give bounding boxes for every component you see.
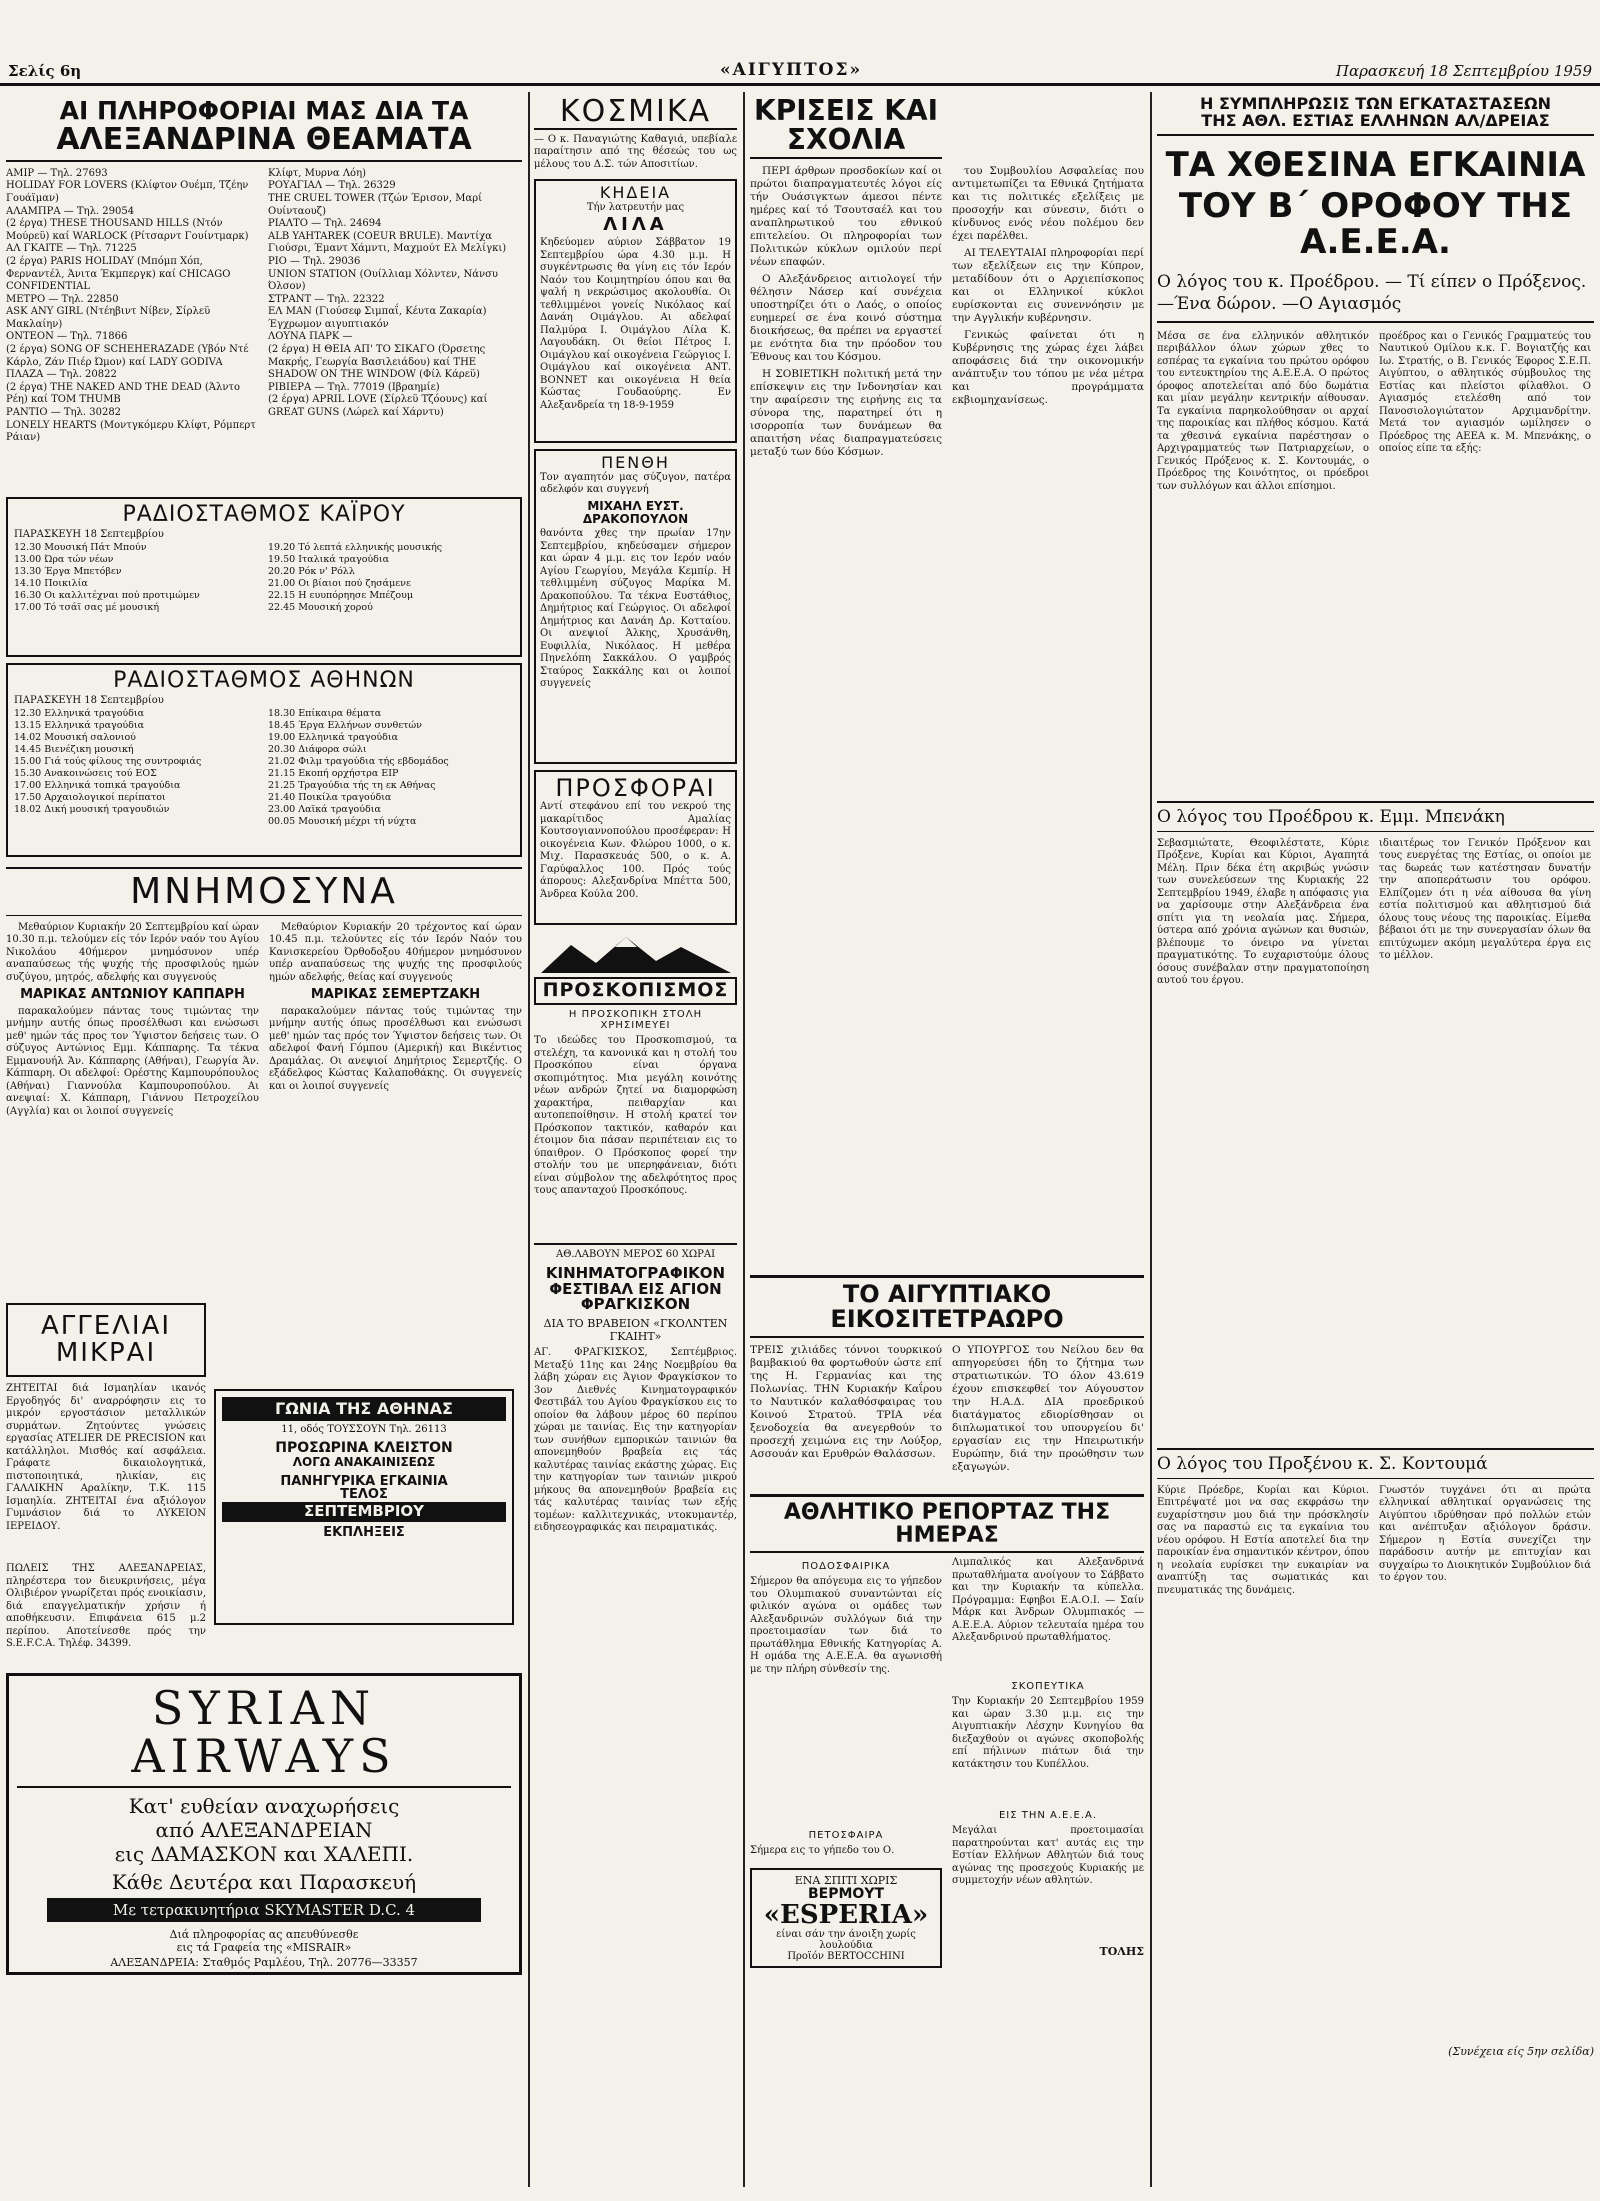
proskopismos-subtitle: Η ΠΡΟΣΚΟΠΙΚΗ ΣΤΟΛΗ ΧΡΗΣΙΜΕΥΕΙ [568, 1009, 703, 1032]
memorial-semertzaki: Μεθαύριον Κυριακήν 20 τρέχοντος καί ώραν 10.45 π.μ. τελούντες είς τόν Ιερόν Ναόν του Κανισκερείου Όρθοδοξου 40ήμερον μνημόσυνον υπέρ αναπαύσεως της ψυχής της προσφιλούς ημών αδελφής, θείας καί συγγενούς ΜΑΡΙΚΑΣ ΣΕΜΕΡΤΖΑΚΗ παρακαλούμεν πάντας τούς τιμώντας την μνήμην αυτής όπως προσέλθωσι και ενώσωσι μεθ' ημών τας πρός τον Ύψιστον δεήσεις των. Οι αδελφοί Φανή Γόμπου (Αμερική) και Βικέντιος Δραμάλας. Οι ανεψιοί Δημήτριος Σεμερτζής. Ο εξάδελφος Κώστας Καλαποθάκης. Οι συγγενείς και οι λοιποί συγγενείς [269, 921, 522, 1092]
consul-speech-text-2: Γνωστόν τυγχάνει ότι αι πρώτα ελληνικαί αθλητικαί οργανώσεις της Αιγύπτου ιδρύθησαν πρό πολλών ετών και ανέπτυξαν αξιόλογον δράσιν. Σήμερον η Εστία συνεχίζει την παράδοσιν αυτήν με επιτυχίαν και συγχαίρω το Διοικητικόν Συμβούλιον διά το έργον του. [1379, 1484, 1591, 1584]
airline-contact: Διά πληροφορίας ας απευθύνεσθε [169, 1928, 359, 1942]
penthi-intro: Τον αγαπητόν μας σύζυγον, πατέρα αδελφόν και συγγενή [540, 471, 731, 496]
column-rule [743, 92, 745, 2187]
gonia-opening: ΠΑΝΗΓΥΡΙΚΑ ΕΓΚΑΙΝΙΑ [280, 1473, 448, 1489]
gonia-closed: ΠΡΟΣΩΡΙΝΑ ΚΛΕΙΣΤΟΝ [275, 1440, 453, 1457]
consul-speech-text: Κύριε Πρόεδρε, Κυρίαι και Κύριοι. Επιτρέψατέ μοι να σας εκφράσω την ευχαρίστησιν μου διά την πρόσκλησίν σας να παραστώ εις τα εγκαίνια του νέου ορόφου. Η Εστία αποτελεί δια την παροικίαν ένα σημαντικόν κέντρον, όπου η νεολαία ευρίσκει την ευκαιρίαν να αναπτύξη τας σωματικάς και πνευματικάς της δυνάμεις. [1157, 1484, 1369, 1596]
classifieds-text-2: ΠΩΛΕΙΣ ΤΗΣ ΑΛΕΞΑΝΔΡΕΙΑΣ, πληρέστερα τον διευκρινήσεις, μέγα Ολιβιέρον γνωρίζεται πρός ενοικίασιν, διά επαγγελματικήν χρήσιν ή αποθήκευσιν. Επιφάνεια 615 μ.2 περίπου. Αποτείνεσθε πρός την S.E.F.C.A. Τηλέφ. 34399. [6, 1563, 206, 1650]
column-rule [528, 92, 530, 2187]
theatres-headline-1: ΑΙ ΠΛΗΡΟΦΟΡΙΑΙ ΜΑΣ ΔΙΑ ΤΑ [59, 96, 469, 125]
column-comments [750, 96, 1144, 2196]
athletic-subheadline: Ο λόγος του κ. Προέδρου. — Τί είπεν ο Πρόξενος.—Ένα δώρον. —Ο Αγιασμός [1157, 271, 1594, 323]
radio-cairo-schedule-right: 19.20 Τό λεπτά ελληνικής μουσικής 19.50 Ιταλικά τραγούδια 20.20 Ρόκ ν' Ρόλλ 21.00 Οι βίαιοι πού ζησάμενε 22.15 Η ευυπόρηησε Μπέζουμ 22.45 Μουσική χορού [268, 541, 443, 613]
issue-date: Παρασκευή 18 Σεπτεμβρίου 1959 [1335, 62, 1592, 80]
airline-line: Κατ' ευθείαν αναχωρήσεις [128, 1794, 400, 1819]
kosmika-title: ΚΟΣΜΙΚΑ [534, 96, 737, 130]
comments-col-b [952, 165, 1144, 1275]
classifieds-title-box [6, 1303, 206, 1378]
sports-text-right: Λιμπαλικός και Αλεξανδρινά πρωταθλήματα ανοίγουν το Σάββατο και την Κυριακήν τα κύπελλα. Πρόγραμμα: Εφηβοι Ε.Α.Ο.Ι. — Σαίν Μάρκ και Άνδρων Ολυμπιακός — Α.Ε.Ε.Α. Αύριον τελευταία ημέρα του Αλεξανδρινού πρωταθλήματος. [952, 1557, 1144, 1644]
esperia-line: Προϊόν BERTOCCHINI [787, 1950, 905, 1962]
comments-title: ΚΡΙΣΕΙΣ ΚΑΙ ΣΧΟΛΙΑ [750, 96, 942, 159]
president-speech-title: Ο λόγος του Προέδρου κ. Εμμ. Μπενάκη [1157, 801, 1594, 832]
football-text: Σήμερον θα απόγευμα εις το γήπεδον του Ολυμπιακού συναντώνται είς φιλικόν αγώνα οι ομάδες των Αλεξανδρινών συλλόγων διά την προετοιμασίαν των διά το πρωτάθλημα Εθνικής Κατηγορίας Α. Η ομάδα της Α.Ε.Ε.Α. θα αγωνισθή με την πλήρη σύνθεσίν της. [750, 1576, 942, 1675]
comments-col-a [750, 165, 942, 1275]
penthi-title: ΠΕΝΘΗ [601, 453, 670, 473]
film-festival-article [534, 1243, 737, 1747]
continued-note: (Συνέχεια είς 5ην σελίδα) [1448, 2044, 1594, 2058]
kosmika-text: — Ο κ. Παναγιώτης Καθαγιά, υπεβίαλε παραίτησιν από της θέσεώς του ως μέλους του Δ.Σ. τών Αποσιτίων. [534, 133, 737, 170]
radio-cairo-day: ΠΑΡΑΣΚΕΥΗ 18 Σεπτεμβρίου [14, 528, 164, 540]
radio-athens-day: ΠΑΡΑΣΚΕΥΗ 18 Σεπτεμβρίου [14, 694, 164, 706]
festival-title: ΚΙΝΗΜΑΤΟΓΡΑΦΙΚΟΝ ΦΕΣΤΙΒΑΛ ΕΙΣ ΑΓΙΟΝ ΦΡΑΓΚΙΣΚΟΝ [545, 1263, 726, 1314]
athletic-kicker-2: ΤΗΣ ΑΘΛ. ΕΣΤΙΑΣ ΕΛΛΗΝΩΝ ΑΛ/ΔΡΕΙΑΣ [1157, 113, 1594, 136]
radio-cairo-box [6, 497, 522, 657]
airline-name: SYRIAN AIRWAYS [131, 1680, 397, 1783]
gonia-renovation: ΛΟΓΩ ΑΝΑΚΑΙΝΙΣΕΩΣ [292, 1455, 436, 1470]
consul-speech-title: Ο λόγος του Προξένου κ. Σ. Κοντουμά [1157, 1448, 1594, 1479]
funeral-notice [534, 179, 737, 443]
scouting-landscape-icon [541, 933, 731, 973]
festival-subtitle: ΔΙΑ ΤΟ ΒΡΑΒΕΙΟΝ «ΓΚΟΛΝΤΕΝ ΓΚΑΙΗΤ» [543, 1317, 728, 1344]
radio-cairo-schedule-left: 12.30 Μουσική Πάτ Μπούν 13.00 Ώρα τών νέων 13.30 Έργα Μπετόβεν 14.10 Ποικιλία 16.30 Οι καλλιτέχναι πού προτιμώμεν 17.00 Τό τσάϊ σας μέ μουσική [14, 541, 200, 613]
page-number: Σελίς 6η [8, 62, 82, 80]
comment-paragraph: του Συμβουλίου Ασφαλείας που αντιμετωπίζει τα Εθνικά ζητήματα και τις πολιτικές εξελίξεις με προσοχήν και σύνεσιν, διότι ο κίνδυνος ενός νέου πολέμου δεν έχει παρέλθει. [952, 164, 1144, 242]
gonia-athinas-ad [214, 1389, 514, 1625]
esperia-line: ΕΝΑ ΣΠΙΤΙ ΧΩΡΙΣ [794, 1873, 898, 1887]
kideia-text: Κηδεύομεν αύριον Σάββατον 19 Σεπτεμβρίου ώρα 4.30 μ.μ. Η συγκέντρωσις θα γίνη εις τόν Ιερόν Ναόν του Κοιμητηρίου όπου και θα ψαλή η νεκρώσιμος ακολουθία. Οι τεθλιμμένοι γονείς Νικόλαος καί Δανάη Οιμάγλου. Αι αδελφαί Παλμύρα Ι. Οιμάγλου Λίλα Κ. Λαγουδάκη. Οι θείοι Πέτρος Ι. Οιμάγλου καί οικογένεια Γεώργιος Ι. Οιμάγλου καί οικογένεια ΑΝΤ. BONNET και οικογένεια Η θεία Κώστας Γουδαούρης. Εν Αλεξανδρεία τη 18-9-1959 [540, 237, 731, 411]
gonia-end: ΤΕΛΟΣ [340, 1487, 388, 1503]
festival-text: ΑΓ. ΦΡΑΓΚΙΣΚΟΣ, Σεπτέμβριος. Μεταξύ 11ης και 24ης Νοεμβρίου θα λάβη χώραν εις Άγιον Φραγκίσκον το 3ον Διεθνές Κινηματογραφικόν Φεστιβάλ του Αγίου Φραγκίσκου εις το οποίον θα λάβουν μέρος 60 περίπου χώραι με ταινίας. Εις την κατηγορίαν των συνήθων εμπορικών ταινιών θα απονεμηθούν βραβεία εις τάς καλυτέρας ταινίας εκάστης χώρας. Εις την κατηγορίαν των ταινιών μικρού μήκους θα απονεμηθούν βραβεία εις τάς καλυτέρας ταινίας των εξής τομέων: καλλιτεχνικάς, ντοκυμαντέρ, ειδησεογραφικάς και πειραματικάς. [534, 1347, 737, 1534]
donations-notice [534, 770, 737, 925]
president-speech-text-2: ιδιαιτέρως τον Γενικόν Πρόξενον και τους ευεργέτας της Εστίας, οι οποίοι με τας δωρεάς των κατέστησαν δυνατήν την αποπεράτωσιν του ορόφου. Ελπίζομεν ότι η νέα αίθουσα θα γίνη εστία πολιτισμού και αθλητισμού διά όλους τους νέους της παροικίας. Είμεθα βέβαιοι ότι με την συνεργασίαν όλων θα επιτύχωμεν ακόμη μεγαλύτερα έργα εις το μέλλον. [1379, 837, 1591, 962]
airline-address: ΑΛΕΞΑΝΔΡΕΙΑ: Σταθμός Ραμλέου, Τηλ. 20776—33357 [110, 1956, 418, 1970]
column-athletic-club [1157, 96, 1594, 2196]
shooting-heading: ΣΚΟΠΕΥΤΙΚΑ [1011, 1681, 1085, 1693]
comment-paragraph: ΑΙ ΤΕΛΕΥΤΑΙΑΙ πληροφορίαι περί των εξελίξεων εις την Κύπρον, μεταδίδουν ότι ο Αρχιεπίσκοπος και οι Ελληνικοί κύκλοι ευρίσκονται εις συνεννόησιν με την Αγγλικήν κυβέρνησιν. [952, 246, 1144, 324]
airline-line: από ΑΛΕΞΑΝΔΡΕΙΑΝ [155, 1818, 373, 1843]
penthi-text: θανόντα χθες την πρωίαν 17ην Σεπτεμβρίου, κηδεύσαμεν σήμερον και ώραν 4 μ.μ. εις τον Ιερόν ναόν Αγίου Γεωργίου, Μεγάλα Κεμπίρ. Η τεθλιμμένη σύζυγος Μαρίκα Μ. Δρακοπούλου. Τα τέκνα Ευστάθιος, Δημήτριος καί Γεώργιος. Οι αδελφοί Δημήτριος και Δανάη Δρ. Κοτταίου. Οι ανεψιοί Άλκης, Χρυσάνθη, Ευφιλλία, Νικόλαος. Η μεθέρα Πηνελόπη Σακκάλου. Ο γαμβρός Σταύρος Σακκάλης και οι λοιποί συγγενείς [540, 528, 731, 690]
esperia-line: ΒΕΡΜΟΥΤ [807, 1885, 884, 1902]
memorial-kappari: Μεθαύριον Κυριακήν 20 Σεπτεμβρίου καί ώραν 10.30 π.μ. τελούμεν είς τόν Ιερόν ναόν του Αγίου Νικολάου 40ήμερον μνημόσυνον υπέρ αναπαύσεως τής ψυχής τής προσφιλούς ημών συζύγου, μητρός, αδελφής και συγγενούς ΜΑΡΙΚΑΣ ΑΝΤΩΝΙΟΥ ΚΑΠΠΑΡΗ παρακαλούμεν πάντας τους τιμώντας την μνήμην αυτής όπως προσέλθωσι και ενώσωσι μεθ' ημών τάς προς τον Ύψιστον δεήσεις των. Ο σύζυγος Αντώνιος Εμμ. Κάππαρης. Τα τέκνα Εμμανουήλ Άν. Κάππαρης (Αθήναι), Γεωργία Άν. Κάππαρη. Οι αδελφοί: Ορέστης Καμπουρόπουλος (Αθήναι) Γιαννούλα Καμπουροπούλου. Αι ανεψιαί: Χ. Κάππαρη, Γιάννου Πετροχείλου (Αγγλία) και οι λοιποί συγγενείς [6, 921, 259, 1117]
prosforai-text: Αντί στεφάνου επί του νεκρού της μακαρίτιδος Αμαλίας Κουτσογιαννοπούλου προσέφεραν: Η οικογένεια Κων. Φλώρου 1000, ο κ. Μιχ. Παρασκευάς 500, ο κ. Α. Γαρύφαλλος 100. Πρός τούς άπορους: Αλεξανδρίνα Μπέττα 500, Άνδρεα Κούλα 200. [540, 801, 731, 900]
gonia-title: ΓΩΝΙΑ ΤΗΣ ΑΘΗΝΑΣ [222, 1397, 506, 1422]
comment-paragraph: ΠΕΡΙ άρθρων προσδοκίων καί οι πρώτοι διαπραγματευτές λόγοι είς τήν Ουάσιγκτων άμεσοι πέντε ημέρες καί τό Τσουτσαέλ και του αναπληρωτικού του εθνικού επιτελείου. Οι πληροφορίαι των Πολιτικών κύκλων ομιλούν περί νέων επαφών. [750, 164, 942, 268]
memorial-name: ΜΑΡΙΚΑΣ ΑΝΤΩΝΙΟΥ ΚΑΠΠΑΡΗ [20, 987, 245, 1003]
esperia-brand: «ESPERIA» [763, 1899, 929, 1930]
gonia-month: ΣΕΠΤΕΜΒΡΙΟΥ [222, 1502, 506, 1522]
column-social [534, 96, 737, 2196]
cinema-list-left: ΑΜΙΡ — Τηλ. 27693 HOLIDAY FOR LOVERS (Κλίφτον Ουέμπ, Τζέην Γουάϊμαν) ΑΛΑΜΠΡΑ — Τηλ. 29054 (2 έργα) THESE THOUSAND HILLS (Ντόν Μούρεϋ) καί WARLOCK (Ρίτσαρντ Γουίντμαρκ) ΑΛ ΓΚΑΙΤΕ — Τηλ. 71225 (2 έργα) PARIS HOLIDAY (Μπόμπ Χόπ, Φερναντέλ, Άνιτα Έκμπεργκ) καί CHICAGO CONFIDENTIAL ΜΕΤΡΟ — Τηλ. 22850 ASK ANY GIRL (Ντέηβιντ Νίβεν, Σίρλεϋ Μακλαίην) ΟΝΤΕΟΝ — Τηλ. 71866 (2 έργα) SONG OF SCHEHERAZADE (Υβόν Ντέ Κάρλο, Ζάν Πιέρ Ώμον) καί LADY GODIVA ΠΛΑΖΑ — Τηλ. 20822 (2 έργα) THE NAKED AND THE DEAD (Άλντο Ρέη) καί TOM THUMB ΡΑΝΤΙΟ — Τηλ. 30282 LONELY HEARTS (Μοντγκόμερυ Κλίφτ, Ρόμπερτ Ράιαν) [6, 167, 256, 444]
kideia-title: ΚΗΔΕΙΑ [599, 183, 672, 202]
comment-paragraph: Ο Αλεξάνδρειος αιτιολογεί τήν θέλησιν Νάσερ καί συνέχεια υποστηρίζει ότι ο Λαός, ο οποίος ευημερεί σε ένα κοινό σύστημα διοικήσεως, θα πρέπει να εργαστεί με ενότητα δια την πρόοδον του Έθνους και του Κόσμου. [750, 272, 942, 363]
comment-paragraph: Γενικώς φαίνεται ότι η Κυβέρνησις της χώρας έχει λάβει αποφάσεις διά την οικονομικήν ανάπτυξιν του τόπου με νέα μέτρα και προγράμματα εκβιομηχανίσεως. [952, 328, 1144, 406]
syrian-airways-ad [6, 1673, 522, 1975]
radio-athens-title: ΡΑΔΙΟΣΤΑΘΜΟΣ ΑΘΗΝΩΝ [113, 667, 415, 693]
scouting-emblem [534, 933, 737, 1005]
radio-cairo-title: ΡΑΔΙΟΣΤΑΘΜΟΣ ΚΑΪΡΟΥ [122, 501, 406, 527]
proskopismos-title: ΠΡΟΣΚΟΠΙΣΜΟΣ [534, 977, 737, 1005]
esperia-line: είναι σάν την άνοιξη χωρίς λουλούδια [776, 1928, 916, 1951]
athletic-headline-2: ΤΟΥ Β΄ ΟΡΟΦΟΥ ΤΗΣ Α.Ε.Ε.Α. [1178, 186, 1573, 262]
radio-athens-schedule-left: 12.30 Ελληνικά τραγούδια 13.15 Ελληνικά τραγούδια 14.02 Μουσική σαλονιού 14.45 Βιενέζικη μουσική 15.00 Γιά τούς φίλους της συντροφιάς 15.30 Ανακοινώσεις τού ΕΟΣ 17.00 Ελληνικά τοπικά τραγούδια 17.50 Αρχαιολογικοί περίπατοι 18.02 Δική μουσική τραγουδιών [14, 707, 202, 815]
volleyball-heading: ΠΕΤΟΣΦΑΙΡΑ [808, 1830, 884, 1842]
prosforai-title: ΠΡΟΣΦΟΡΑΙ [555, 774, 716, 803]
kideia-intro: Τήν λατρευτήν μας [586, 201, 685, 213]
comment-paragraph: Η ΣΟΒΙΕΤΙΚΗ πολιτική μετά την επίσκεψιν εις την Ινδονησίαν και την αφαίρεσιν της ειρήνης εις τα σύνορα της, παρατηρεί ότι η ισορροπία των δυνάμεων θα απαιτήση νέας διαπραγματεύσεις μεταξύ των δύο Κόσμων. [750, 367, 942, 458]
gonia-address: 11, οδός ΤΟΥΣΣΟΥΝ Τηλ. 26113 [281, 1424, 447, 1436]
radio-athens-schedule-right: 18.30 Επίκαιρα θέματα 18.45 Έργα Ελλήνων συνθετών 19.00 Ελληνικά τραγούδια 20.30 Διάφορα σώλι 21.02 Φιλμ τραγούδια τής εβδομάδος 21.15 Εκοπή ορχήστρα EIP 21.25 Τραγούδια τής τη εκ Αθήνας 21.40 Ποικίλα τραγούδια 23.00 Λαϊκά τραγούδια 00.05 Μουσική μέχρι τή νύχτα [268, 707, 449, 827]
column-entertainment [6, 96, 522, 2196]
radio-athens-box [6, 663, 522, 857]
airline-line: εις ΔΑΜΑΣΚΟΝ και ΧΑΛΕΠΙ. [114, 1842, 414, 1867]
theatres-headline-2: ΑΛΕΞΑΝΔΡΙΝΑ ΘΕΑΜΑΤΑ [6, 124, 522, 162]
classifieds-text: ΖΗΤΕΙΤΑΙ διά Ισμαηλίαν ικανός Εργοδηγός δι' αναρρόφησιν εις το μικρόν εργοστάσιον μεταλλικών συρμάτων. Ζητούντες γνώσεις εργασίας ATELIER DE PRECISION και κατάλληλοι. Μισθός καί ασφάλεια. Γράφατε δικαιολογητικά, πιστοποιητικά, ηλικίαν, εις ΓΑΛΛΙΚΗΝ Αραλίκην, Τ.Κ. 115 Ισμαηλία. ΖΗΤΕΙΤΑΙ ένα αξιόλογον Γυμνάσιον διά το ΛΥΚΕΙΟΝ ΙΕΡΕΙΔΟΥ. [6, 1383, 206, 1532]
egyptian-24h-left: ΤΡΕΙΣ χιλιάδες τόννοι τουρκικού βαμβακιού θα φορτωθούν ώστε επί της Η. Γερμανίας και της Πολωνίας. ΤΗΝ Κυριακήν Καΐρου το Ναυτικόν καλαθόσφαιρας του Κοινού Στρατού. ΤΡΙΑ νέα ξενοδοχεία θα ανεγερθούν το προσεχή χειμώνα εις την Λούξορ, Ασσουάν και Ερυθρών Θαλάσσων. [750, 1344, 942, 1461]
memorial-name: ΜΑΡΙΚΑΣ ΣΕΜΕΡΤΖΑΚΗ [310, 987, 481, 1003]
column-rule [1150, 92, 1152, 2187]
newspaper-title: «ΑΙΓΥΠΤΟΣ» [720, 60, 863, 80]
esperia-ad [750, 1868, 942, 1968]
festival-kicker: ΑΘ.ΛΑΒΟΥΝ ΜΕΡΟΣ 60 ΧΩΡΑΙ [555, 1249, 716, 1261]
airline-line: Κάθε Δευτέρα και Παρασκευή [111, 1870, 417, 1895]
aeea-heading: ΕΙΣ ΤΗΝ Α.Ε.Ε.Α. [998, 1810, 1098, 1822]
airline-contact: εις τά Γραφεία της «MISRAIR» [176, 1941, 352, 1955]
egyptian-24h-title: ΤΟ ΑΙΓΥΠΤΙΑΚΟ ΕΙΚΟΣΙΤΕΤΡΑΩΡΟ [750, 1275, 1144, 1338]
gonia-surprises: ΕΚΠΛΗΞΕΙΣ [323, 1524, 405, 1540]
athletic-text-left: Μέσα σε ένα ελληνικόν αθλητικόν περιβάλλον όλων χώρων χθες το εσπέρας τα εγκαίνια του πρώτου ορόφου του εντευκτηρίου της Α.Ε.Ε.Α. Ο πρώτος όροφος αποτελείται από δύο δωμάτια και μίαν μεγάλην κεντρικήν αίθουσαν. Τα εγκαίνια παρηκολούθησαν οι αρχαί της παροικίας και πλήθος κόσμου. Κατά τα χθεσινά εγκαίνια παρέστησαν ο Αρχιγραμματεύς των Πατριαρχείων, ο Γενικός Πρόξενος κ. Σ. Κοντουμάς, ο Πρόεδρος της Κοινότητος, οι πρόεδροι των συλλόγων και άλλοι επίσημοι. [1157, 330, 1369, 492]
masthead [0, 58, 1600, 86]
egyptian-24h-right: Ο ΥΠΟΥΡΓΟΣ του Νείλου δεν θα απηγορεύσει ήδη το ζήτημα των στρατιωτικών. ΤΟ όλον 43.619 έχουν επισκεφθεί τον Αύγουστον την Η.Α.Δ. ΔΙΑ προεδρικού διατάγματος εδιορίσθησαν οι διπλωματικοί του υπουργείου δι' εργασίαν εις την Ηπειρωτικήν Ευρώπην, διά την προώθησιν των εξαγωγών. [952, 1344, 1144, 1474]
kideia-name: ΛΙΛΑ [603, 214, 668, 236]
airline-aircraft: Με τετρακινητήρια SKYMASTER D.C. 4 [47, 1898, 481, 1922]
memorials-title: ΜΝΗΜΟΣΥΝΑ [6, 867, 522, 916]
volleyball-text: Σήμερα εις το γήπεδο του Ο. [750, 1845, 895, 1857]
aeea-text: Μεγάλαι προετοιμασίαι παρατηρούνται κατ' αυτάς εις την Εστίαν Ελλήνων Αθλητών διά τους αγώνας της προσεχούς Κυριακής με συμμετοχήν νέων αθλητών. [952, 1825, 1144, 1887]
shooting-text: Την Κυριακήν 20 Σεπτεμβρίου 1959 και ώραν 3.30 μ.μ. εις την Αιγυπτιακήν Λέσχην Κυνηγίου θα διεξαχθούν οι αγώνες σκοποβολής επί πήλινων πιάτων διά την κατάκτησιν του Κυπέλλου. [952, 1696, 1144, 1770]
president-speech-text: Σεβασμιώτατε, Θεοφιλέστατε, Κύριε Πρόξενε, Κυρίαι και Κύριοι, Αγαπητά Μέλη. Πριν δέκα έτη ακριβώς γνώσιν των συνελεύσεων της Κυριακής 22 Σεπτεμβρίου 1949, έλαβε η απόφασις για να χαρίσουμε στην Αλεξάνδρεια ένα σπίτι για τη νεολαία μας. Σήμερα, ύστερα από χρόνια αγώνων και θυσιών, βλέπουμε το όνειρο να γίνεται πραγματικότης. Το ευχαριστούμε όλους όσους συνέβαλαν στην πραγματοποίηση αυτού του έργου. [1157, 837, 1369, 987]
classifieds-title: ΑΓΓΕΛΙΑΙ ΜΙΚΡΑΙ [40, 1310, 172, 1368]
byline: ΤΟΛΗΣ [1099, 1945, 1144, 1959]
athletic-kicker-1: Η ΣΥΜΠΛΗΡΩΣΙΣ ΤΩΝ ΕΓΚΑΤΑΣΤΑΣΕΩΝ [1199, 96, 1552, 113]
cinema-list-right: Κλίφτ, Μυρνα Λόη) ΡΟΥΑΓΙΑΛ — Τηλ. 26329 THE CRUEL TOWER (Τζών Έρισον, Μαρί Ουίνταουζ) ΡΙΑΛΤΟ — Τηλ. 24694 ALB YAHTAREK (COEUR BRULE). Μαντίχα Γιούσρι, Έμαντ Χάμντι, Μαχμούτ Ελ Μελίγκι) ΡΙΟ — Τηλ. 29036 UNION STATION (Ουίλλιαμ Χόλντεν, Νάνσυ Όλσον) ΣΤΡΑΝΤ — Τηλ. 22322 ΕΛ ΜΑΝ (Γιούσεφ Σιμπαΐ, Κέυτα Ζακαρία) Έγχρωμον αιγυπτιακόν ΛΟΥΝΑ ΠΑΡΚ — (2 έργα) Η ΘΕΙΑ ΑΠ' ΤΟ ΣΙΚΑΓΟ (Όρσετης Μακρής, Γεωργία Βασιλειάδου) καί THE SHADOW ON THE WINDOW (Φίλ Κάρεϋ) ΡΙΒΙΕΡΑ — Τηλ. 77019 (Ιβραημίε) (2 έργα) APRIL LOVE (Σίρλεϋ Τζόουνς) καί GREAT GUNS (Λώρελ καί Χάρντυ) [268, 167, 507, 419]
athletic-headline-1: ΤΑ ΧΘΕΣΙΝΑ ΕΓΚΑΙΝΙΑ [1165, 144, 1586, 185]
penthi-name: ΜΙΧΑΗΛ ΕΥΣΤ. ΔΡΑΚΟΠΟΥΛΟΝ [582, 498, 689, 526]
mourning-notice [534, 449, 737, 764]
athletic-text-right: προέδρος και ο Γενικός Γραμματεύς του Ναυτικού Ομίλου κ.κ. Γ. Βογιατζής και Ιω. Στρατής, ο Β. Γενικός Έφορος Σ.Ε.Π. Αιγύπτου, ο αθλητικός σύμβουλος της Εστίας και πλείστοι φίλαθλοι. Ο Αγιασμός ετελέσθη από τον Πανοσιολογιώτατον Αρχιμανδρίτην. Μετά τον αγιασμόν ωμίλησεν ο Πρόεδρος της ΑΕΕΑ κ. Μ. Μπενάκης, ο οποίος είπε τα εξής: [1379, 330, 1591, 455]
football-heading: ΠΟΔΟΣΦΑΙΡΙΚΑ [801, 1561, 891, 1573]
proskopismos-text: Το ιδεώδες του Προσκοπισμού, τα στελέχη, τα κανονικά και η στολή του Προσκόπου είναι όργανα σκοπιμότητος. Μια μεγάλη κοινότης νέων ανδρών ζητεί να διαμορφώση χαρακτήρα, πειθαρχίαν και αυτοπεποίθησιν. Η στολή κρατεί τον Πρόσκοπον τακτικόν, καθαρόν και έτοιμον δια πάσαν περιπέτειαν εις το ύπαιθρον. Ο Πρόσκοπος φορεί την στολήν του με υπερηφάνειαν, διότι είναι σύμβολον της αδελφότητος προς τους απανταχού Προσκόπους. [534, 1035, 737, 1197]
sports-title: ΑΘΛΗΤΙΚΟ ΡΕΠΟΡΤΑΖ ΤΗΣ ΗΜΕΡΑΣ [750, 1494, 1144, 1553]
